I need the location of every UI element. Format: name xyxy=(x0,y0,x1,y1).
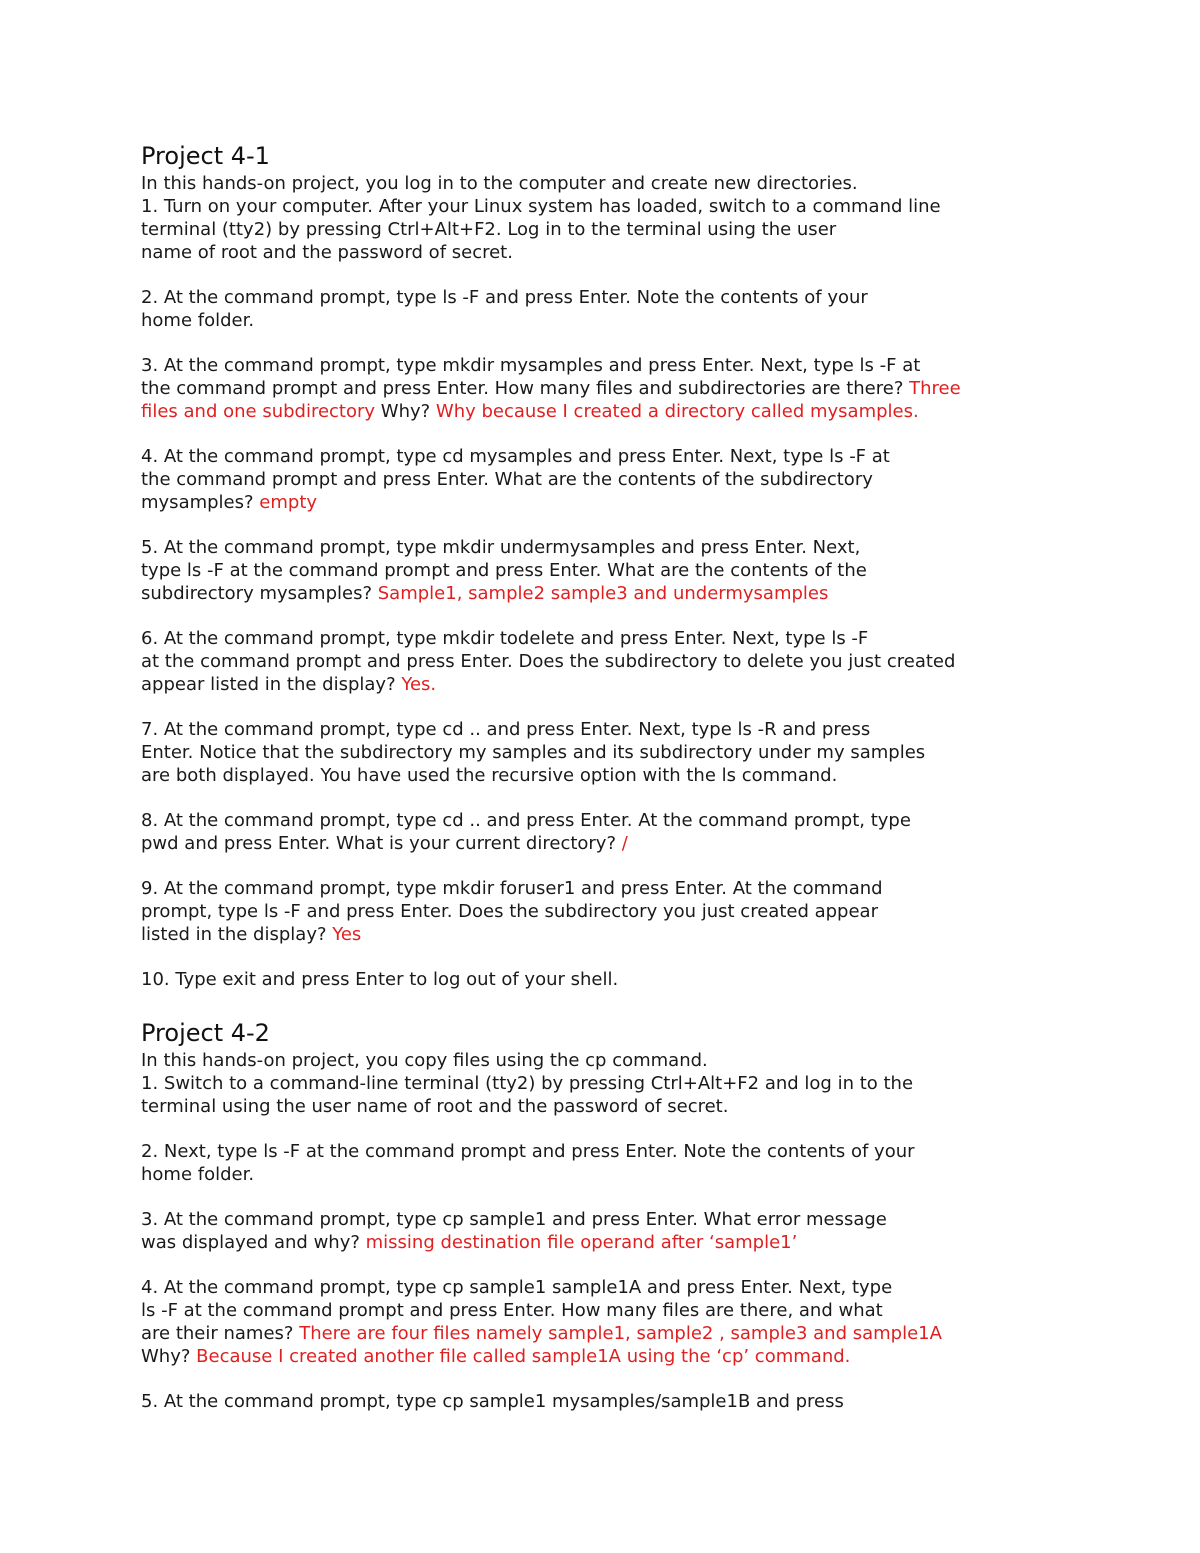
intro-line: In this hands-on project, you copy files using the cp command. xyxy=(141,1050,708,1071)
step-line: terminal (tty2) by pressing Ctrl+Alt+F2. Log in to the terminal using the user xyxy=(141,219,837,240)
step-line xyxy=(141,377,1061,400)
answer-text: files and one subdirectory xyxy=(141,401,376,422)
p2-step-2 xyxy=(141,1140,1061,1186)
step-line: 7. At the command prompt, type cd .. and press Enter. Next, type ls -R and press xyxy=(141,719,871,740)
p1-step-8 xyxy=(141,809,1061,855)
answer-text: Yes xyxy=(332,924,362,945)
step-line xyxy=(141,673,1061,696)
step-line: the command prompt and press Enter. What are the contents of the subdirectory xyxy=(141,469,873,490)
step-line: 5. At the command prompt, type cp sample1 mysamples/sample1B and press xyxy=(141,1391,844,1412)
step-line: 2. Next, type ls -F at the command prompt and press Enter. Note the contents of your xyxy=(141,1141,915,1162)
p1-step-10 xyxy=(141,968,1061,991)
p1-step-9 xyxy=(141,877,1061,946)
step-line xyxy=(141,582,1061,605)
step-line xyxy=(141,832,1061,855)
step-line: 4. At the command prompt, type cd mysamples and press Enter. Next, type ls -F at xyxy=(141,446,890,467)
step-text: appear listed in the display? xyxy=(141,674,402,695)
step-line: 3. At the command prompt, type mkdir mysamples and press Enter. Next, type ls -F at xyxy=(141,355,921,376)
p2-step-3 xyxy=(141,1208,1061,1254)
project-4-2-heading: Project 4-2 xyxy=(141,1019,270,1047)
intro-line: In this hands-on project, you log in to the computer and create new directories. xyxy=(141,173,858,194)
p1-step-7 xyxy=(141,718,1061,787)
project-4-1-intro xyxy=(141,172,1061,195)
step-line: type ls -F at the command prompt and press Enter. What are the contents of the xyxy=(141,560,867,581)
step-text: mysamples? xyxy=(141,492,260,513)
answer-text: / xyxy=(621,833,628,854)
step-line xyxy=(141,491,1061,514)
step-line: ls -F at the command prompt and press Enter. How many files are there, and what xyxy=(141,1300,883,1321)
step-line xyxy=(141,400,1061,423)
answer-text: There are four files namely sample1, sample2 , sample3 and sample1A xyxy=(299,1323,942,1344)
step-line: home folder. xyxy=(141,1164,255,1185)
step-line: 6. At the command prompt, type mkdir todelete and press Enter. Next, type ls -F xyxy=(141,628,869,649)
step-line: 3. At the command prompt, type cp sample1 and press Enter. What error message xyxy=(141,1209,887,1230)
document-page xyxy=(141,140,1061,1413)
step-text: the command prompt and press Enter. How many files and subdirectories are there? xyxy=(141,378,910,399)
step-text: subdirectory mysamples? xyxy=(141,583,378,604)
step-line xyxy=(141,1231,1061,1254)
step-line: 2. At the command prompt, type ls -F and press Enter. Note the contents of your xyxy=(141,287,868,308)
answer-text: Yes. xyxy=(401,674,437,695)
step-text: was displayed and why? xyxy=(141,1232,366,1253)
step-line: home folder. xyxy=(141,310,255,331)
step-line: prompt, type ls -F and press Enter. Does the subdirectory you just created appear xyxy=(141,901,878,922)
p1-step-4 xyxy=(141,445,1061,514)
project-4-2-intro xyxy=(141,1049,1061,1072)
step-line: terminal using the user name of root and the password of secret. xyxy=(141,1096,729,1117)
step-text: Why? xyxy=(141,1346,197,1367)
step-line: 9. At the command prompt, type mkdir foruser1 and press Enter. At the command xyxy=(141,878,883,899)
step-text: are their names? xyxy=(141,1323,300,1344)
step-text: listed in the display? xyxy=(141,924,333,945)
answer-text: Three xyxy=(909,378,961,399)
step-line: 10. Type exit and press Enter to log out of your shell. xyxy=(141,969,619,990)
step-line: name of root and the password of secret. xyxy=(141,242,513,263)
project-4-1-heading: Project 4-1 xyxy=(141,142,270,170)
answer-text: Why because I created a directory called mysamples. xyxy=(435,401,919,422)
answer-text: Because I created another file called sample1A using the ‘cp’ command. xyxy=(196,1346,851,1367)
step-line: are both displayed. You have used the recursive option with the ls command. xyxy=(141,765,838,786)
p1-step-3 xyxy=(141,354,1061,423)
step-line: 4. At the command prompt, type cp sample1 sample1A and press Enter. Next, type xyxy=(141,1277,893,1298)
step-line: 1. Switch to a command-line terminal (tty2) by pressing Ctrl+Alt+F2 and log in to the xyxy=(141,1073,914,1094)
step-line: 5. At the command prompt, type mkdir undermysamples and press Enter. Next, xyxy=(141,537,861,558)
step-line: at the command prompt and press Enter. Does the subdirectory to delete you just created xyxy=(141,651,956,672)
p2-step-5 xyxy=(141,1390,1061,1413)
p1-step-1 xyxy=(141,195,1061,264)
answer-text: missing destination file operand after ‘sample1’ xyxy=(365,1232,798,1253)
step-text: pwd and press Enter. What is your current directory? xyxy=(141,833,622,854)
step-line: Enter. Notice that the subdirectory my samples and its subdirectory under my samples xyxy=(141,742,926,763)
step-line xyxy=(141,1322,1061,1345)
answer-text: empty xyxy=(259,492,318,513)
p1-step-5 xyxy=(141,536,1061,605)
p1-step-6 xyxy=(141,627,1061,696)
step-line xyxy=(141,923,1061,946)
answer-text: Sample1, sample2 sample3 and undermysamples xyxy=(377,583,829,604)
step-line: 1. Turn on your computer. After your Linux system has loaded, switch to a command line xyxy=(141,196,941,217)
p2-step-4 xyxy=(141,1276,1061,1368)
p1-step-2 xyxy=(141,286,1061,332)
p2-step-1 xyxy=(141,1072,1061,1118)
step-line xyxy=(141,1345,1061,1368)
step-text: Why? xyxy=(375,401,436,422)
step-line: 8. At the command prompt, type cd .. and press Enter. At the command prompt, type xyxy=(141,810,911,831)
